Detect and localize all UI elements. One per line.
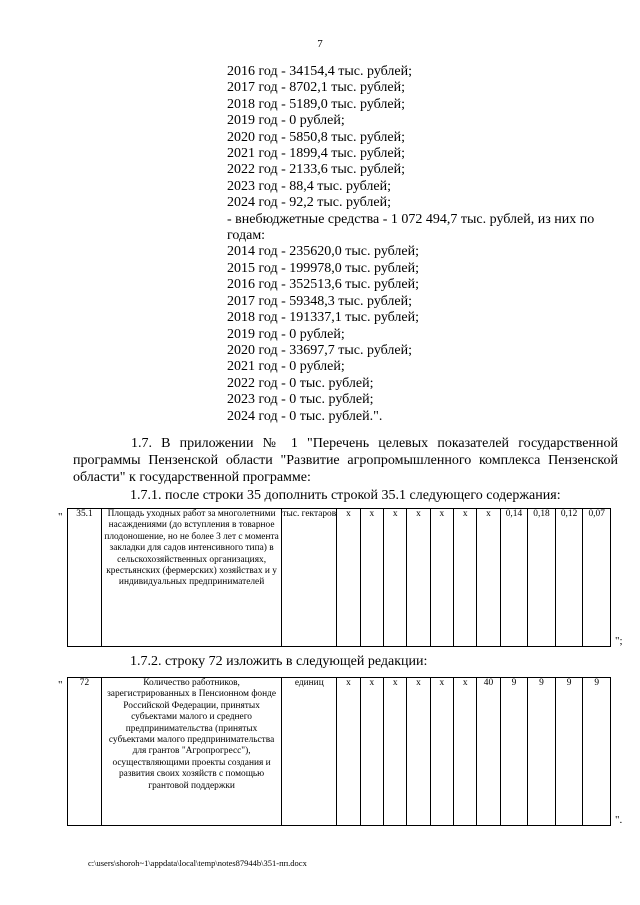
extra-budget-year-line: 2017 год - 59348,3 тыс. рублей; [227, 293, 413, 309]
close-quote-2: ". [615, 814, 623, 826]
extra-budget-year-line: 2020 год - 33697,7 тыс. рублей; [227, 342, 413, 358]
budget-list [227, 64, 619, 425]
extra-budget-year-line: 2015 год - 199978,0 тыс. рублей; [227, 260, 420, 276]
value-cell: 9 [555, 678, 583, 826]
value-cell: 0,14 [500, 509, 528, 647]
value-cell: 9 [583, 678, 611, 826]
row-number: 35.1 [68, 509, 102, 647]
unit: тыс. гектаров [282, 509, 337, 647]
extra-budget-year-line: 2024 год - 0 тыс. рублей.". [227, 408, 383, 424]
indicator-name: Площадь уходных работ за многолетними насаждениями (до вступления в товарное плодоношение, но не более 3 лет с момента закладки для садов интенсивного типа) в сельскохозяйственных организациях, крестьянских (фермерских) хозяйствах и у индивидуальных предпринимателей [101, 509, 281, 647]
budget-year-line: 2016 год - 34154,4 тыс. рублей; [227, 64, 413, 79]
section-1-7-paragraph: 1.7. В приложении № 1 "Перечень целевых показателей государственной программы Пензенской области "Развитие агропромышленного комплекса Пензенской области" к государственной программе: [73, 436, 618, 485]
budget-year-line: 2021 год - 1899,4 тыс. рублей; [227, 146, 406, 162]
value-cell: x [384, 678, 407, 826]
extra-budget-year-line: 2021 год - 0 рублей; [227, 359, 345, 375]
row-number: 72 [68, 678, 102, 826]
value-cell: x [337, 509, 360, 647]
footer-file-path: c:\users\shoroh~1\appdata\local\temp\notes87944b\351-пп.docx [88, 858, 307, 868]
budget-year-line: 2017 год - 8702,1 тыс. рублей; [227, 80, 406, 96]
value-cell: x [477, 509, 500, 647]
table-row-35-1 [67, 508, 611, 647]
table-row-72 [67, 677, 611, 826]
value-cell: 0,18 [528, 509, 556, 647]
value-cell: x [384, 509, 407, 647]
extra-budget-year-line: 2019 год - 0 рублей; [227, 326, 345, 342]
budget-year-line: 2018 год - 5189,0 тыс. рублей; [227, 96, 406, 112]
indicator-name: Количество работников, зарегистрированных в Пенсионном фонде Российской Федерации, принятых субъектами малого и среднего предпринимательства (принятых субъектами малого предпринимательства для грантов "Агропрогресс"), осуществляющими проекты создания и развития своих хозяйств с помощью грантовой поддержки [101, 678, 281, 826]
extra-budget-year-line: 2023 год - 0 тыс. рублей; [227, 392, 374, 408]
close-quote-1: "; [615, 635, 623, 647]
value-cell: x [407, 509, 430, 647]
value-cell: x [430, 678, 453, 826]
value-cell: x [360, 509, 383, 647]
value-cell: x [407, 678, 430, 826]
extra-budget-lines [227, 244, 619, 424]
value-cell: 40 [477, 678, 500, 826]
regional-budget-lines [227, 64, 619, 212]
value-cell: x [430, 509, 453, 647]
budget-year-line: 2023 год - 88,4 тыс. рублей; [227, 178, 392, 194]
value-cell: 0,12 [555, 509, 583, 647]
budget-year-line: 2020 год - 5850,8 тыс. рублей; [227, 129, 406, 145]
extra-budget-year-line: 2016 год - 352513,6 тыс. рублей; [227, 277, 420, 293]
value-cell: 9 [500, 678, 528, 826]
unit: единиц [282, 678, 337, 826]
extra-budget-intro: - внебюджетные средства - 1 072 494,7 тыс. рублей, из них по годам: [227, 211, 595, 244]
budget-year-line: 2019 год - 0 рублей; [227, 113, 345, 129]
extra-budget-year-line: 2014 год - 235620,0 тыс. рублей; [227, 244, 420, 260]
extra-budget-year-line: 2018 год - 191337,1 тыс. рублей; [227, 310, 420, 326]
budget-year-line: 2022 год - 2133,6 тыс. рублей; [227, 162, 406, 178]
value-cell: x [454, 678, 477, 826]
budget-year-line: 2024 год - 92,2 тыс. рублей; [227, 195, 392, 211]
value-cell: 0,07 [583, 509, 611, 647]
value-cell: x [454, 509, 477, 647]
page-number: 7 [317, 38, 323, 50]
open-quote-2: " [58, 679, 63, 691]
extra-budget-year-line: 2022 год - 0 тыс. рублей; [227, 375, 374, 391]
section-1-7-1-paragraph: 1.7.1. после строки 35 дополнить строкой 35.1 следующего содержания: [130, 488, 561, 503]
open-quote-1: " [58, 511, 63, 523]
value-cell: x [360, 678, 383, 826]
value-cell: 9 [528, 678, 556, 826]
section-1-7-2-paragraph: 1.7.2. строку 72 изложить в следующей редакции: [130, 654, 428, 669]
value-cell: x [337, 678, 360, 826]
